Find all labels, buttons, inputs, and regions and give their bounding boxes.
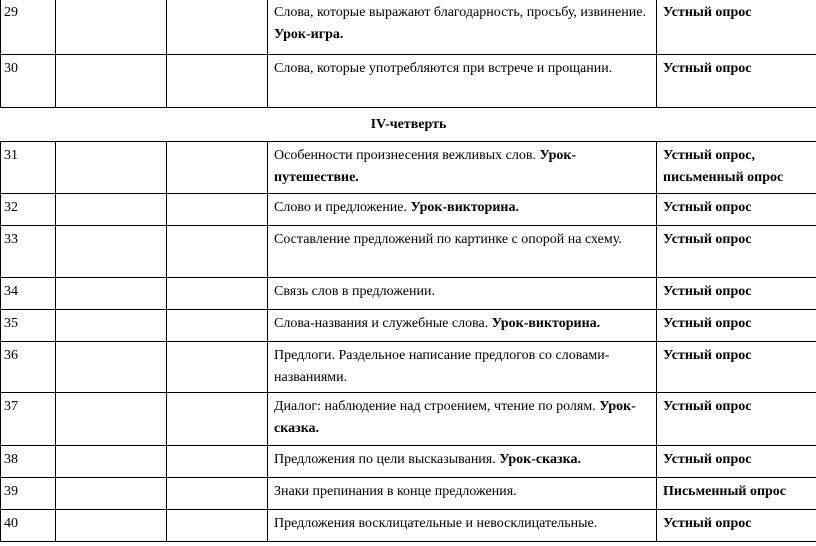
date-cell: [56, 142, 167, 194]
control-form: Устный опрос: [657, 0, 816, 55]
date-cell: [56, 393, 167, 446]
date-cell: [56, 278, 167, 310]
date-cell: [56, 226, 167, 278]
lesson-topic: Предлоги. Раздельное написание предлогов со словами-названиями.: [268, 342, 657, 393]
lesson-type: Урок-сказка.: [499, 452, 581, 467]
control-form: Устный опрос: [657, 342, 816, 393]
lesson-number: 34: [1, 278, 56, 310]
lesson-type: Урок-игра.: [274, 27, 344, 42]
control-form: Устный опрос: [657, 55, 816, 108]
lesson-topic: Знаки препинания в конце предложения.: [268, 478, 657, 510]
table-row: [1, 310, 816, 342]
lesson-type: Урок-викторина.: [410, 200, 519, 215]
date-cell: [56, 446, 167, 478]
date-cell: [56, 510, 167, 542]
date-cell: [167, 226, 268, 278]
date-cell: [167, 393, 268, 446]
table-row: [1, 478, 816, 510]
lesson-topic: Составление предложений по картинке с опорой на схему.: [268, 226, 657, 278]
lesson-topic: Слова-названия и служебные слова. Урок-викторина.: [268, 310, 657, 342]
control-form: Устный опрос, письменный опрос: [657, 142, 816, 194]
date-cell: [56, 310, 167, 342]
table-row: [1, 226, 816, 278]
table-row: [1, 510, 816, 542]
date-cell: [56, 342, 167, 393]
table-row: [1, 142, 816, 194]
lesson-number: 40: [1, 510, 56, 542]
lesson-topic: Слова, которые выражают благодарность, просьбу, извинение. Урок-игра.: [268, 0, 657, 55]
lesson-topic: Предложения по цели высказывания. Урок-сказка.: [268, 446, 657, 478]
date-cell: [167, 478, 268, 510]
date-cell: [167, 0, 268, 55]
lesson-number: 33: [1, 226, 56, 278]
control-form: Устный опрос: [657, 226, 816, 278]
date-cell: [167, 446, 268, 478]
quarter-header-row: [1, 108, 816, 142]
control-form: Устный опрос: [657, 194, 816, 226]
control-form: Устный опрос: [657, 310, 816, 342]
control-form: Письменный опрос: [657, 478, 816, 510]
date-cell: [56, 0, 167, 55]
lesson-topic: Особенности произнесения вежливых слов. Урок-путешествие.: [268, 142, 657, 194]
table-row: [1, 194, 816, 226]
table-row: [1, 342, 816, 393]
lesson-number: 37: [1, 393, 56, 446]
lesson-number: 31: [1, 142, 56, 194]
table-row: [1, 446, 816, 478]
lesson-number: 29: [1, 0, 56, 55]
lesson-number: 32: [1, 194, 56, 226]
lesson-type: Урок-сказка.: [274, 399, 636, 436]
quarter-title: IV-четверть: [1, 108, 816, 142]
lesson-type: Урок-путешествие.: [274, 148, 577, 185]
table-row: [1, 278, 816, 310]
date-cell: [167, 142, 268, 194]
date-cell: [56, 478, 167, 510]
lesson-number: 35: [1, 310, 56, 342]
lesson-topic: Предложения восклицательные и невосклицательные.: [268, 510, 657, 542]
date-cell: [167, 278, 268, 310]
table-row: [1, 0, 816, 55]
date-cell: [167, 55, 268, 108]
lesson-number: 36: [1, 342, 56, 393]
date-cell: [167, 310, 268, 342]
lesson-number: 39: [1, 478, 56, 510]
lesson-topic: Слово и предложение. Урок-викторина.: [268, 194, 657, 226]
date-cell: [56, 194, 167, 226]
table-row: [1, 55, 816, 108]
date-cell: [167, 194, 268, 226]
lesson-number: 30: [1, 55, 56, 108]
control-form: Устный опрос: [657, 510, 816, 542]
lesson-type: Урок-викторина.: [491, 316, 601, 331]
date-cell: [167, 510, 268, 542]
lesson-topic: Диалог: наблюдение над строением, чтение по ролям. Урок-сказка.: [268, 393, 657, 446]
lesson-topic: Связь слов в предложении.: [268, 278, 657, 310]
date-cell: [167, 342, 268, 393]
lesson-topic: Слова, которые употребляются при встрече и прощании.: [268, 55, 657, 108]
lesson-number: 38: [1, 446, 56, 478]
control-form: Устный опрос: [657, 446, 816, 478]
control-form: Устный опрос: [657, 393, 816, 446]
date-cell: [56, 55, 167, 108]
control-form: Устный опрос: [657, 278, 816, 310]
table-row: [1, 393, 816, 446]
